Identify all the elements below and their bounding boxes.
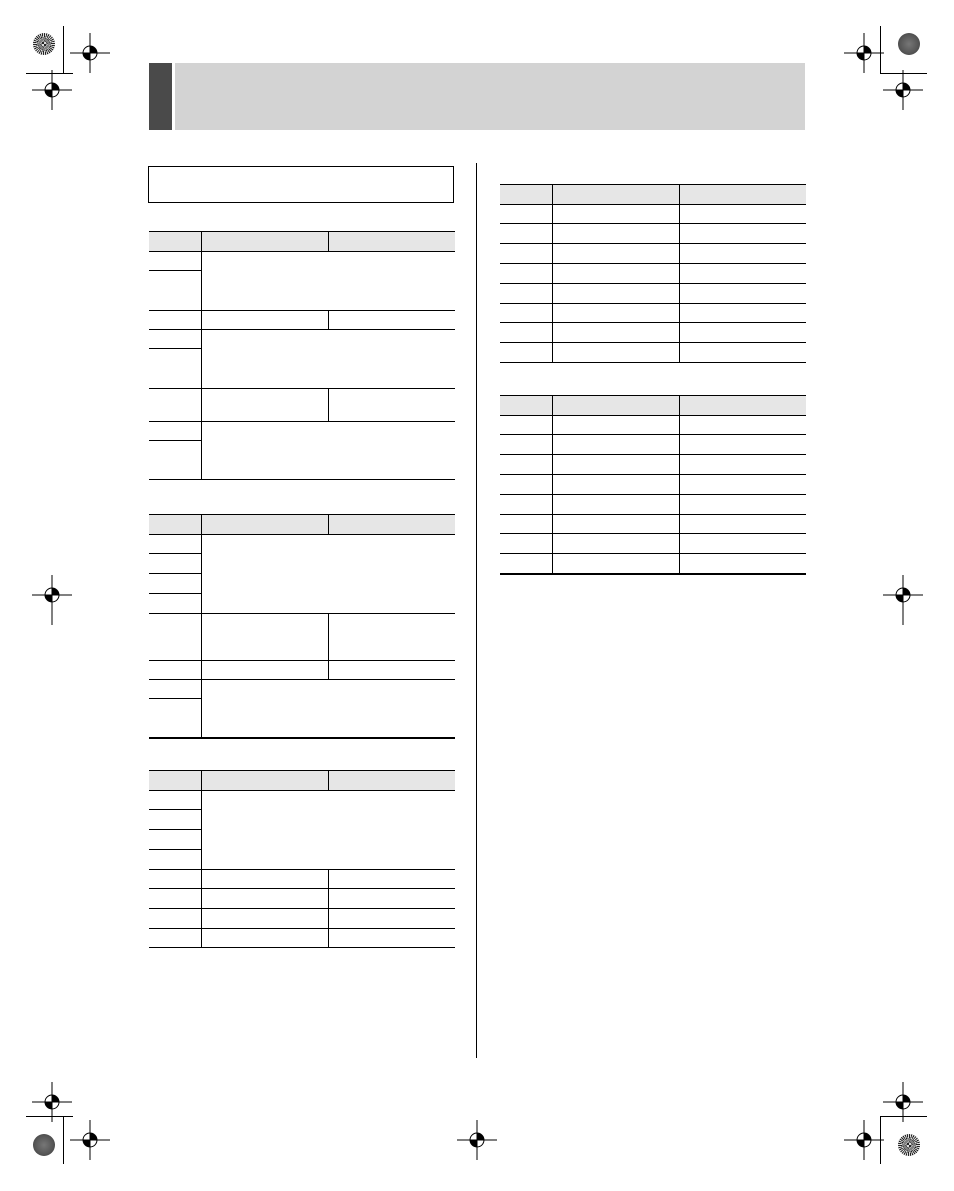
registration-mark-icon (32, 575, 72, 625)
table-cell (201, 909, 328, 929)
table-cell (500, 554, 552, 574)
merged-cell (201, 680, 455, 738)
table-cell (552, 264, 679, 284)
table-cell (679, 205, 806, 224)
table-header (149, 515, 201, 535)
table-cell (201, 929, 328, 948)
color-calibration-disc (33, 1134, 55, 1156)
spec-table-left-1 (149, 231, 455, 480)
table-header (201, 232, 328, 252)
registration-mark-icon (70, 33, 110, 73)
table-cell (201, 311, 328, 330)
table-header (328, 515, 455, 535)
table-cell (500, 264, 552, 284)
table-cell (500, 284, 552, 304)
table-cell (149, 271, 201, 311)
crop-mark (63, 1117, 64, 1164)
table-cell (552, 343, 679, 363)
table-cell (679, 224, 806, 244)
table-cell (679, 435, 806, 455)
table-cell (149, 680, 201, 699)
table-cell (500, 323, 552, 343)
note-box (148, 166, 454, 203)
table-cell (552, 534, 679, 554)
table-cell (552, 224, 679, 244)
table-cell (552, 435, 679, 455)
registration-mark-icon (844, 1120, 884, 1160)
table-header (149, 232, 201, 252)
table-cell (328, 909, 455, 929)
crop-mark (63, 26, 64, 73)
table-cell (679, 284, 806, 304)
spec-table-right-2 (500, 395, 806, 575)
table-cell (149, 850, 201, 870)
table-cell (328, 614, 455, 661)
merged-cell (201, 535, 455, 614)
table-cell (500, 495, 552, 515)
column-divider (476, 163, 477, 1058)
table-cell (500, 475, 552, 495)
table-cell (552, 244, 679, 264)
registration-mark-icon (32, 1082, 72, 1122)
table-header (328, 771, 455, 791)
table-cell (149, 574, 201, 594)
table-cell (552, 455, 679, 475)
table-cell (552, 554, 679, 574)
table-cell (149, 830, 201, 850)
table-cell (149, 349, 201, 389)
table-cell (149, 311, 201, 330)
spec-table-right-1 (500, 184, 806, 363)
table-cell (201, 870, 328, 889)
table-cell (552, 495, 679, 515)
table-cell (149, 929, 201, 948)
merged-cell (201, 422, 455, 480)
table-header (201, 515, 328, 535)
table-cell (679, 554, 806, 574)
table-cell (328, 870, 455, 889)
table-cell (201, 389, 328, 422)
table-cell (679, 264, 806, 284)
registration-mark-icon (883, 575, 923, 625)
registration-mark-icon (883, 1082, 923, 1122)
table-cell (500, 515, 552, 534)
table-cell (679, 534, 806, 554)
registration-mark-icon (844, 33, 884, 73)
table-header (201, 771, 328, 791)
table-cell (552, 284, 679, 304)
table-cell (552, 323, 679, 343)
table-cell (500, 205, 552, 224)
registration-mark-icon (457, 1120, 497, 1160)
table-cell (328, 929, 455, 948)
table-cell (552, 304, 679, 323)
table-header (500, 185, 552, 205)
table-cell (149, 422, 201, 441)
table-cell (679, 455, 806, 475)
table-cell (679, 475, 806, 495)
table-cell (552, 515, 679, 534)
table-cell (500, 343, 552, 363)
table-header (679, 396, 806, 416)
table-cell (149, 791, 201, 810)
table-header (149, 771, 201, 791)
table-header (328, 232, 455, 252)
table-cell (328, 889, 455, 909)
table-cell (149, 389, 201, 422)
table-cell (500, 304, 552, 323)
table-cell (500, 534, 552, 554)
section-header (149, 63, 805, 130)
table-cell (679, 515, 806, 534)
table-cell (149, 810, 201, 830)
table-cell (552, 205, 679, 224)
color-calibration-disc (898, 1134, 920, 1156)
spec-table-left-3 (149, 770, 455, 948)
table-cell (201, 661, 328, 680)
table-cell (500, 224, 552, 244)
table-cell (149, 614, 201, 661)
table-cell (500, 455, 552, 475)
table-cell (679, 416, 806, 435)
table-cell (679, 343, 806, 363)
table-cell (679, 304, 806, 323)
table-cell (149, 889, 201, 909)
color-calibration-disc (898, 33, 920, 55)
table-cell (201, 614, 328, 661)
table-cell (500, 416, 552, 435)
merged-cell (201, 791, 455, 870)
registration-mark-icon (883, 70, 923, 110)
section-tab (149, 63, 172, 130)
table-header (679, 185, 806, 205)
table-cell (552, 475, 679, 495)
table-cell (500, 435, 552, 455)
table-cell (149, 661, 201, 680)
table-header (552, 396, 679, 416)
table-cell (552, 416, 679, 435)
table-cell (149, 870, 201, 889)
table-cell (679, 495, 806, 515)
table-cell (149, 252, 201, 271)
table-cell (149, 594, 201, 614)
table-cell (149, 554, 201, 574)
spec-table-left-2 (149, 514, 455, 739)
table-header (552, 185, 679, 205)
table-cell (679, 323, 806, 343)
color-calibration-disc (33, 33, 55, 55)
table-header (500, 396, 552, 416)
table-cell (500, 244, 552, 264)
registration-mark-icon (70, 1120, 110, 1160)
merged-cell (201, 252, 455, 311)
table-cell (201, 889, 328, 909)
table-cell (149, 699, 201, 738)
table-cell (149, 909, 201, 929)
table-cell (328, 389, 455, 422)
table-cell (328, 661, 455, 680)
table-cell (328, 311, 455, 330)
registration-mark-icon (32, 70, 72, 110)
table-cell (149, 535, 201, 554)
table-cell (149, 330, 201, 349)
table-cell (149, 441, 201, 480)
merged-cell (201, 330, 455, 389)
table-cell (679, 244, 806, 264)
